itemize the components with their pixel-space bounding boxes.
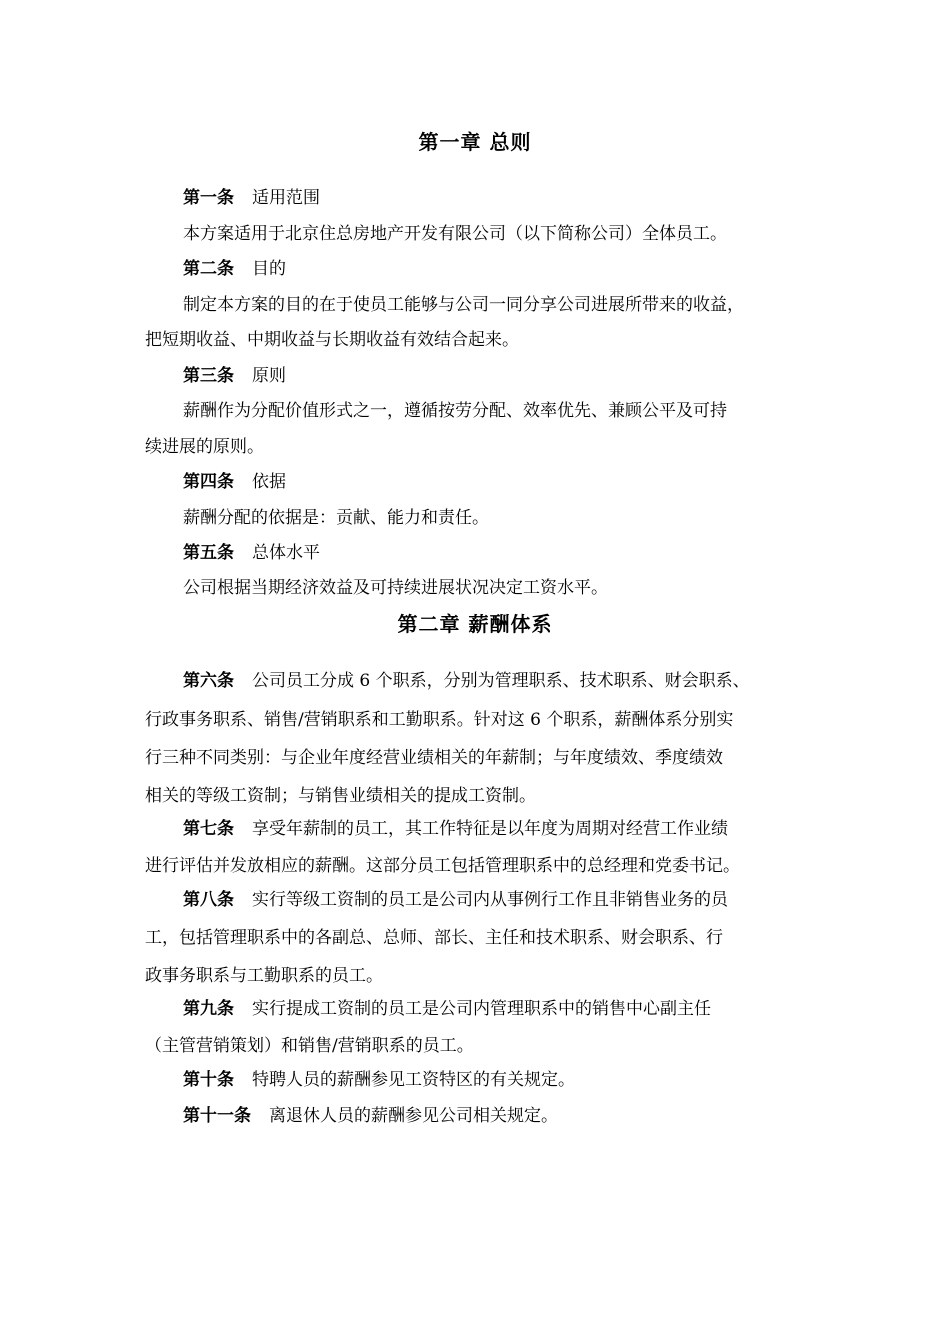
article-label: 第一条 bbox=[183, 188, 234, 208]
article-text: 离退休人员的薪酬参见公司相关规定。 bbox=[269, 1106, 558, 1126]
article-4-heading bbox=[183, 472, 286, 492]
article-label: 第八条 bbox=[183, 890, 234, 910]
article-title: 总体水平 bbox=[252, 543, 320, 563]
article-label: 第四条 bbox=[183, 472, 234, 492]
article-label: 第十一条 bbox=[183, 1106, 251, 1126]
article-text: 公司员工分成 6 个职系，分别为管理职系、技术职系、财会职系、 bbox=[252, 671, 750, 691]
article-2-line-2: 把短期收益、中期收益与长期收益有效结合起来。 bbox=[145, 330, 519, 350]
article-2-line-1: 制定本方案的目的在于使员工能够与公司一同分享公司进展所带来的收益， bbox=[183, 295, 744, 315]
article-8-line-1 bbox=[183, 890, 728, 910]
article-label: 第五条 bbox=[183, 543, 234, 563]
article-9-line-1 bbox=[183, 999, 711, 1019]
article-text: 实行等级工资制的员工是公司内从事例行工作且非销售业务的员 bbox=[252, 890, 728, 910]
article-3-line-1: 薪酬作为分配价值形式之一，遵循按劳分配、效率优先、兼顾公平及可持 bbox=[183, 401, 727, 421]
article-4-line-1: 薪酬分配的依据是：贡献、能力和责任。 bbox=[183, 508, 489, 528]
article-6-line-1 bbox=[183, 671, 750, 691]
article-5-line-1: 公司根据当期经济效益及可持续进展状况决定工资水平。 bbox=[183, 578, 608, 598]
article-1-heading bbox=[183, 188, 320, 208]
article-8-line-3: 政事务职系与工勤职系的员工。 bbox=[145, 966, 383, 986]
chapter-2-title: 第二章 薪酬体系 bbox=[397, 612, 553, 636]
article-6-line-3: 行三种不同类别：与企业年度经营业绩相关的年薪制；与年度绩效、季度绩效 bbox=[145, 748, 723, 768]
article-title: 原则 bbox=[252, 366, 286, 386]
article-label: 第三条 bbox=[183, 366, 234, 386]
article-2-heading bbox=[183, 259, 286, 279]
article-label: 第二条 bbox=[183, 259, 234, 279]
article-label: 第十条 bbox=[183, 1070, 234, 1090]
article-label: 第九条 bbox=[183, 999, 234, 1019]
article-6-line-2: 行政事务职系、销售/营销职系和工勤职系。针对这 6 个职系，薪酬体系分别实 bbox=[145, 710, 734, 730]
article-7-line-2: 进行评估并发放相应的薪酬。这部分员工包括管理职系中的总经理和党委书记。 bbox=[145, 856, 740, 876]
article-11-line-1 bbox=[183, 1106, 558, 1126]
article-8-line-2: 工，包括管理职系中的各副总、总师、部长、主任和技术职系、财会职系、行 bbox=[145, 928, 723, 948]
article-text: 享受年薪制的员工，其工作特征是以年度为周期对经营工作业绩 bbox=[252, 819, 728, 839]
article-3-line-2: 续进展的原则。 bbox=[145, 437, 264, 457]
article-title: 依据 bbox=[252, 472, 286, 492]
article-5-heading bbox=[183, 543, 320, 563]
article-3-heading bbox=[183, 366, 286, 386]
chapter-1-title: 第一章 总则 bbox=[418, 130, 532, 154]
article-title: 适用范围 bbox=[252, 188, 320, 208]
article-1-line-1: 本方案适用于北京住总房地产开发有限公司（以下简称公司）全体员工。 bbox=[183, 224, 727, 244]
article-9-line-2: （主管营销策划）和销售/营销职系的员工。 bbox=[145, 1036, 474, 1056]
article-7-line-1 bbox=[183, 819, 728, 839]
article-6-line-4: 相关的等级工资制；与销售业绩相关的提成工资制。 bbox=[145, 786, 536, 806]
article-label: 第六条 bbox=[183, 671, 234, 691]
article-text: 实行提成工资制的员工是公司内管理职系中的销售中心副主任 bbox=[252, 999, 711, 1019]
article-label: 第七条 bbox=[183, 819, 234, 839]
article-title: 目的 bbox=[252, 259, 286, 279]
article-text: 特聘人员的薪酬参见工资特区的有关规定。 bbox=[252, 1070, 575, 1090]
article-10-line-1 bbox=[183, 1070, 575, 1090]
